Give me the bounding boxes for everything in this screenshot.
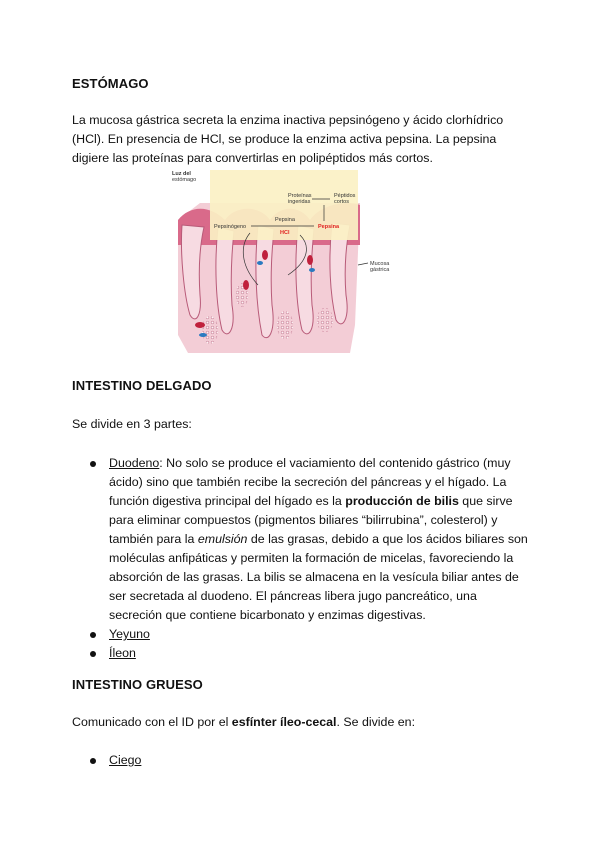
italic-text: emulsión xyxy=(197,532,248,546)
list-item-yeyuno xyxy=(72,625,532,644)
heading-intestino-delgado: INTESTINO DELGADO xyxy=(72,378,212,393)
list-grueso xyxy=(72,751,532,770)
term-duodeno: Duodeno xyxy=(109,456,160,470)
term-ileon: Íleon xyxy=(109,646,136,660)
term-ciego: Ciego xyxy=(109,753,142,767)
label-hcl: HCl xyxy=(280,230,290,236)
label-peptides-1: Péptidos xyxy=(334,193,356,199)
label-pepsin: Pepsina xyxy=(318,224,340,230)
label-peptides-2: cortos xyxy=(334,199,349,205)
list-item-ciego xyxy=(72,751,532,770)
label-lumen-2: estómago xyxy=(172,177,197,183)
label-mucosa-2: gástrica xyxy=(370,267,390,273)
bold-text: esfínter íleo-cecal xyxy=(231,715,337,729)
bullet-icon xyxy=(90,758,96,764)
intro-delgado: Se divide en 3 partes: xyxy=(72,417,192,431)
intro-grueso xyxy=(72,713,532,732)
text: Comunicado con el ID por el xyxy=(72,715,232,729)
label-proteins-1: Proteínas xyxy=(288,193,312,199)
label-lumen-1: Luz del xyxy=(172,171,191,177)
text: que sirve para eliminar compuestos (pigmentos biliares “bilirrubina”, colesterol) y también para la xyxy=(109,494,513,546)
text: : No solo se produce el vaciamiento del contenido gástrico (muy ácido) sino que también recibe la secreción del páncreas y el hígado. La función digestiva principal del hígado es la xyxy=(109,456,511,508)
paragraph-estomago: La mucosa gástrica secreta la enzima inactiva pepsinógeno y ácido clorhídrico (HCl). En presencia de HCl, se produce la enzima activa pepsina. La pepsina digiere las proteínas para convertirlas en polipéptidos más cortos. xyxy=(72,113,504,165)
bullet-icon xyxy=(90,651,96,657)
text: de las grasas, debido a que los ácidos biliares son moléculas anfipáticas y permiten la formación de micelas, favoreciendo la absorción de las grasas. La bilis se almacena en la vesícula biliar antes de ser secretada al duodeno. El páncreas libera jugo pancreático, una secreción que contiene bicarbonato y enzimas digestivas. xyxy=(109,532,528,622)
bullet-icon xyxy=(90,461,96,467)
bullet-icon xyxy=(90,632,96,638)
list-item-ileon xyxy=(72,644,532,663)
term-yeyuno: Yeyuno xyxy=(109,627,150,641)
list-item-duodeno xyxy=(72,454,532,625)
label-pepsinogen: Pepsinógeno xyxy=(214,224,247,230)
text: . Se divide en: xyxy=(336,715,416,729)
heading-estomago: ESTÓMAGO xyxy=(72,76,149,91)
stomach-mucosa-figure xyxy=(170,165,400,353)
heading-intestino-grueso: INTESTINO GRUESO xyxy=(72,677,203,692)
label-mucosa-1: Mucosa xyxy=(370,261,390,267)
list-delgado xyxy=(72,454,532,663)
label-pepsin-arrow: Pepsina xyxy=(275,217,295,223)
label-proteins-2: ingeridas xyxy=(288,199,311,205)
bold-text: producción de bilis xyxy=(345,494,459,508)
